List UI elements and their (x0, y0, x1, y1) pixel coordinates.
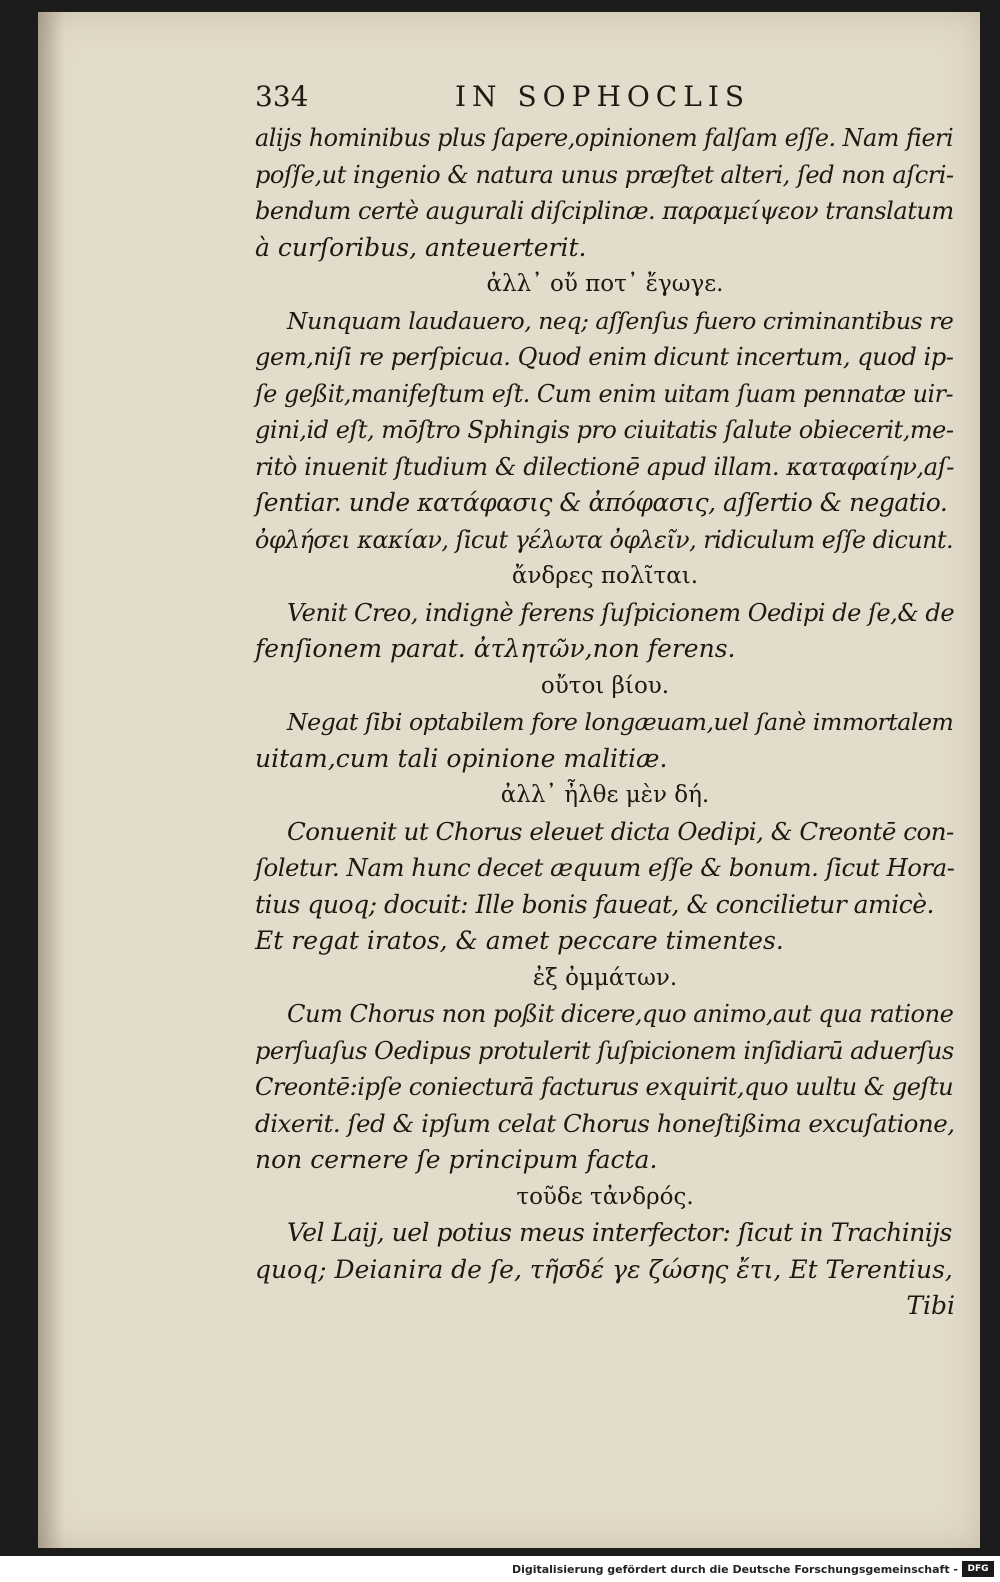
text-line: perſuaſus Oedipus protulerit ſuſpicionem inſidiarū aduerſus (255, 1036, 954, 1065)
greek-lemma: οὔτοι βίου. (540, 672, 670, 699)
text-line: Negat ſibi optabilem fore longæuam,uel ſanè immortalem (287, 708, 954, 736)
text-line: ὀφλήσει κακίαν, ſicut γέλωτα ὀφλεῖν, ridiculum eſſe dicunt. (255, 525, 954, 554)
text-line: gem,niſi re perſpicua. Quod enim dicunt incertum, quod ip- (255, 343, 954, 371)
text-line: Et regat iratos, & amet peccare timentes. (255, 926, 784, 955)
page-gutter-shadow (38, 12, 64, 1548)
text-line: Creontē:ipſe coniecturā facturus exquirit,quo uultu & geſtu (255, 1073, 954, 1101)
page-header (255, 80, 955, 120)
text-line: poſſe,ut ingenio & natura unus præſtet alteri, ſed non aſcri- (255, 160, 954, 189)
text-line: Vel Laij, uel potius meus interfector: ſicut in Trachinijs (287, 1218, 952, 1247)
text-line: fenſionem parat. ἀτλητῶν,non ferens. (255, 634, 736, 663)
greek-lemma: τοῦδε τἀνδρός. (516, 1183, 694, 1210)
text-line: tius quoq; docuit: Ille bonis faueat, & concilietur amicè. (255, 889, 934, 919)
text-line: Conuenit ut Chorus eleuet dicta Oedipi, & Creontē con- (287, 816, 954, 846)
text-line: ſe geßit,manifeſtum eſt. Cum enim uitam ſuam pennatæ uir- (255, 379, 953, 408)
text-line: Cum Chorus non poßit dicere,quo animo,aut qua ratione (287, 1000, 954, 1028)
book-page (38, 12, 980, 1548)
text-line: Nunquam laudauero, neq; aſſenſus fuero criminantibus re (287, 306, 954, 335)
text-line: non cernere ſe principum facta. (255, 1145, 658, 1174)
greek-lemma: ἄνδρες πολῖται. (511, 563, 699, 589)
digitization-credit: Digitalisierung gefördert durch die Deutsche Forschungsgemeinschaft - (511, 1563, 958, 1576)
text-line: bendum certè augurali diſciplinæ. παραμείψεον translatum (255, 197, 954, 225)
greek-lemma: ἀλλ᾽ οὔ ποτ᾽ ἔγωγε. (486, 271, 724, 297)
commentary-text (255, 120, 955, 1325)
running-title: IN SOPHOCLIS (455, 80, 751, 113)
greek-lemma: ἀλλ᾽ ἦλθε μὲν δή. (500, 782, 710, 808)
text-line: alijs hominibus plus ſapere,opinionem falſam eſſe. Nam fieri (255, 124, 954, 152)
text-line: dixerit. ſed & ipſum celat Chorus honeſtißima excuſatione, (255, 1108, 955, 1138)
text-line: ſentiar. unde κατάφασις & ἀπόφασις, aſſertio & negatio. (255, 488, 948, 517)
text-line: ritò inuenit ſtudium & dilectionē apud illam. καταφαίην,aſ- (255, 451, 954, 481)
greek-lemma: ἐξ ὀμμάτων. (532, 964, 678, 991)
text-line: gini,id eſt, mōſtro Sphingis pro ciuitatis ſalute obiecerit,me- (255, 416, 954, 444)
text-line: Venit Creo, indignè ferens ſuſpicionem Oedipi de ſe,& de (287, 598, 955, 627)
text-line: quoq; Deianira de ſe, τῆσδέ γε ζώσης ἔτι, Et Terentius, (255, 1254, 953, 1284)
text-line: ſoletur. Nam hunc decet æquum eſſe & bonum. ſicut Hora- (255, 853, 955, 882)
text-line: uitam,cum tali opinione malitiæ. (255, 743, 668, 773)
dfg-logo: DFG (962, 1561, 994, 1577)
page-number: 334 (255, 80, 309, 113)
text-line: à curſoribus, anteuerterit. (255, 232, 587, 262)
catchword: Tibi (906, 1291, 955, 1320)
